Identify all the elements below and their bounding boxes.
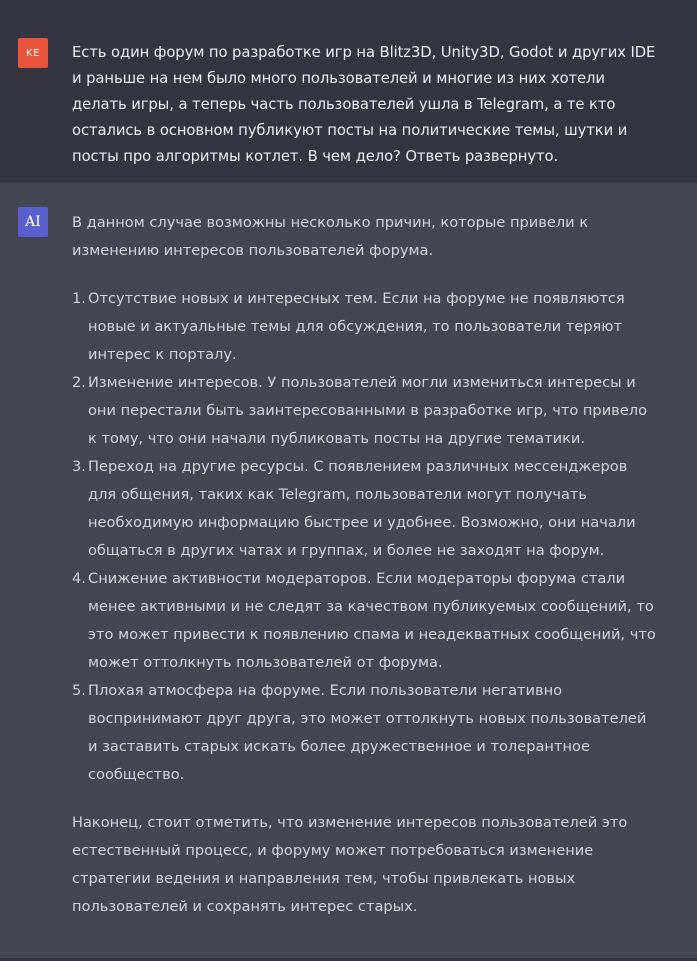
user-avatar-initials: KE — [26, 47, 40, 59]
list-item-text: Отсутствие новых и интересных тем. Если на форуме не появляются новые и актуальные темы для обсуждения, то пользователи теряют интерес к порталу. — [88, 290, 625, 363]
list-item — [72, 285, 657, 369]
list-item-number: 4. — [72, 570, 86, 587]
list-item-number: 3. — [72, 458, 86, 475]
assistant-conclusion: Наконец, стоит отметить, что изменение интересов пользователей это естественный процесс, и форуму может потребоваться изменение стратегии ведения и направления тем, чтобы привлекать новых пользователей и сохранять интерес старых. — [72, 814, 628, 915]
list-item — [72, 677, 657, 789]
assistant-message — [0, 182, 697, 958]
list-item-text: Плохая атмосфера на форуме. Если пользователи негативно воспринимают друг друга, это может оттолкнуть новых пользователей и заставить старых искать более дружественное и толерантное сообщество. — [88, 682, 647, 783]
assistant-intro: В данном случае возможны несколько причин, которые привели к изменению интересов пользователей форума. — [72, 214, 589, 259]
reasons-list — [72, 285, 657, 789]
list-item — [72, 453, 657, 565]
list-item-text: Изменение интересов. У пользователей могли измениться интересы и они перестали быть заинтересованными в разработке игр, что привело к тому, что они начали публиковать посты на другие тематики. — [88, 374, 648, 447]
user-message — [0, 14, 697, 182]
ai-avatar-label: AI — [25, 214, 41, 230]
list-item-number: 5. — [72, 682, 86, 699]
top-strip — [0, 0, 697, 14]
list-item — [72, 565, 657, 677]
ai-avatar-icon — [18, 207, 48, 237]
list-item-number: 2. — [72, 374, 86, 391]
user-message-text: Есть один форум по разработке игр на Blitz3D, Unity3D, Godot и других IDE и раньше на нем было много пользователей и многие из них хотели делать игры, а теперь часть пользователей ушла в Telegram, а те кто остались в основном публикуют посты на политические темы, шутки и посты про алгоритмы котлет. В чем дело? Ответь развернуто. — [72, 44, 656, 165]
list-item-number: 1. — [72, 290, 86, 307]
user-avatar — [18, 38, 48, 68]
list-item-text: Снижение активности модераторов. Если модераторы форума стали менее активными и не следят за качеством публикуемых сообщений, то это может привести к появлению спама и неадекватных сообщений, что может оттолкнуть пользователей от форума. — [88, 570, 656, 671]
list-item — [72, 369, 657, 453]
list-item-text: Переход на другие ресурсы. С появлением различных мессенджеров для общения, таких как Telegram, пользователи могут получать необходимую информацию быстрее и удобнее. Возможно, они начали общаться в других чатах и группах, и более не заходят на форум. — [88, 458, 636, 559]
